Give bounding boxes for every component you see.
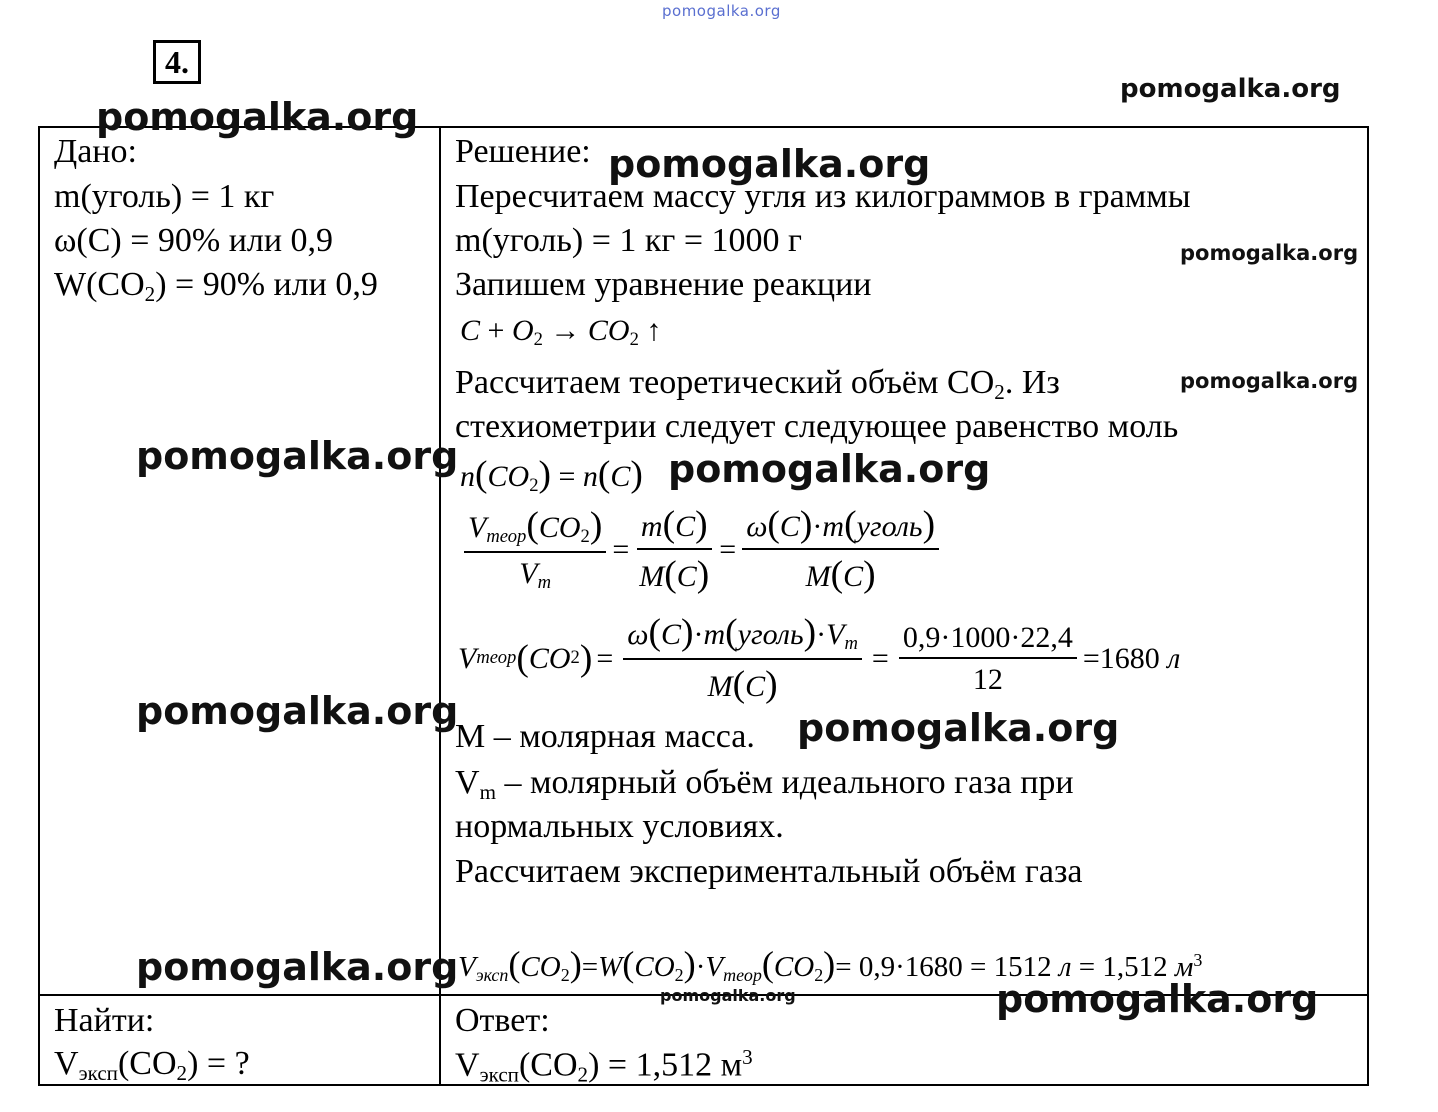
table-border-left [38, 126, 40, 1086]
moles-equation: $n(CO_2) = n(C)$ [460, 454, 643, 497]
reaction-equation: $C + O_2 \to CO_2$ ↑ [460, 314, 662, 351]
ratio-formula: $\frac{V_{теор}(CO_2)}{V_m}$ = $\frac{m(C)}{M(C)}$ = $\frac{\text{ω(C)·m(уголь)}}{M(C)}$ [458, 506, 945, 593]
vtheor-formula: V теор ( CO 2 ) = $\frac{\omega(C)\cdot m(уголь)\cdot V_m}{M(C)}$ = $\frac{0,9\cdot 1000\cdot 22,4}{12}$ =1680 л [458, 612, 1181, 705]
watermark: pomogalka.org [668, 447, 991, 491]
given-header: Дано: [54, 133, 137, 170]
find-header: Найти: [54, 1002, 155, 1039]
solution-line-6: M – молярная масса. [455, 718, 755, 755]
find-value: $V_{эксп}(CO_2)$ = ? [54, 1045, 250, 1085]
watermark: pomogalka.org [96, 95, 419, 139]
solution-line-4: Рассчитаем теоретический объём $CO_2$. Из [455, 364, 1060, 404]
given-omega: ω(C) = 90% или 0,9 [54, 222, 334, 259]
table-border-right [1367, 126, 1369, 1086]
watermark: pomogalka.org [660, 986, 796, 1005]
watermark: pomogalka.org [797, 706, 1120, 750]
table-column-divider [439, 126, 441, 1086]
vexp-formula: $V_{эксп}(CO_2)=W(CO_2)\cdot V_{теор}(CO_2)= 0,9\cdot 1680 = 1512$ л = 1,512 $м^3$ [458, 944, 1203, 986]
watermark: pomogalka.org [608, 142, 931, 186]
answer-value: $V_{эксп}(CO_2) = 1,512$ $м^3$ [455, 1045, 753, 1087]
watermark: pomogalka.org [136, 434, 459, 478]
solution-line-3: Запишем уравнение реакции [455, 266, 872, 303]
task-number: 4. [153, 40, 201, 84]
given-w-co2: $W(CO_2) = 90\%$ или 0,9 [54, 266, 378, 306]
solution-line-9: Рассчитаем экспериментальный объём газа [455, 853, 1083, 890]
solution-line-7: $V_m$ – молярный объём идеального газа при [455, 764, 1074, 804]
watermark: pomogalka.org [996, 977, 1319, 1021]
watermark: pomogalka.org [1180, 369, 1359, 393]
solution-line-2: m(уголь) = 1 кг = 1000 г [455, 222, 802, 259]
solution-line-5: стехиометрии следует следующее равенство моль [455, 408, 1179, 445]
solution-line-8: нормальных условиях. [455, 808, 784, 845]
watermark: pomogalka.org [136, 689, 459, 733]
watermark: pomogalka.org [1180, 241, 1359, 265]
solution-header: Решение: [455, 133, 591, 170]
given-mass: m(уголь) = 1 кг [54, 178, 275, 215]
answer-header: Ответ: [455, 1002, 550, 1039]
watermark: pomogalka.org [1120, 74, 1341, 104]
watermark-top: pomogalka.org [662, 2, 781, 20]
solution-line-1: Пересчитаем массу угля из килограммов в граммы [455, 178, 1191, 215]
watermark: pomogalka.org [136, 945, 459, 989]
